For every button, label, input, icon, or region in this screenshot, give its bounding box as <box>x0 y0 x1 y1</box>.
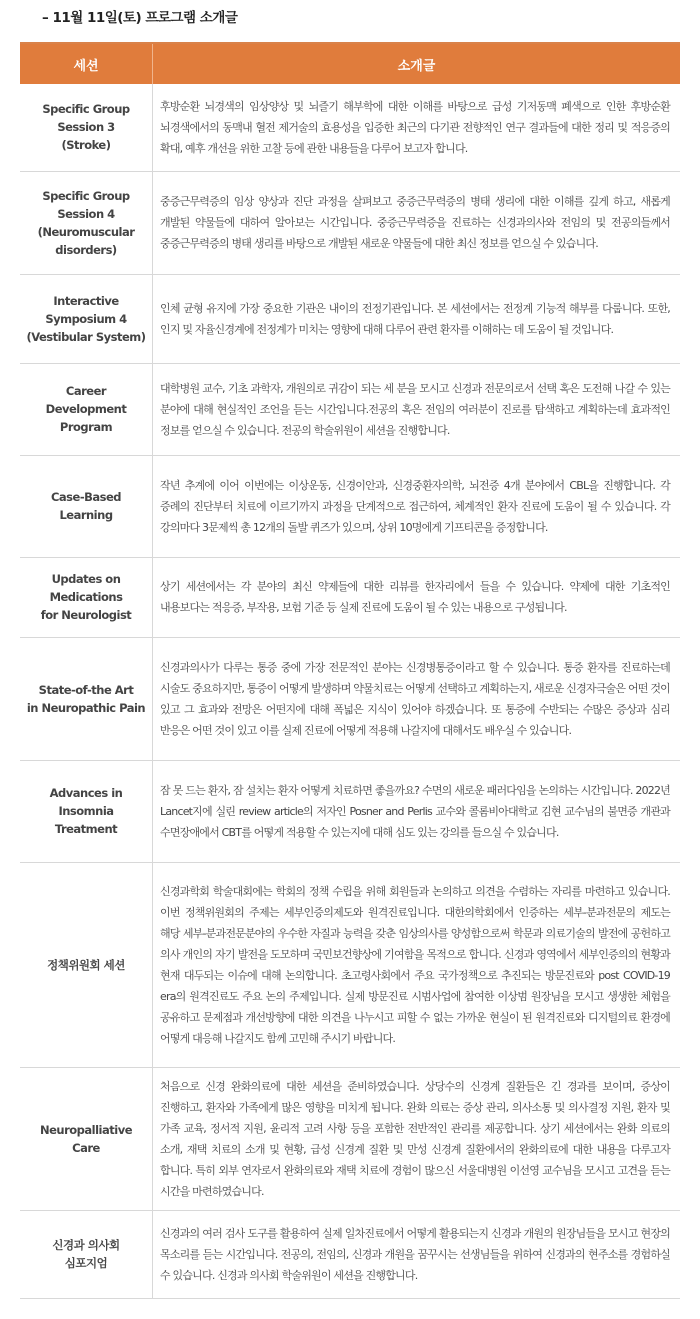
session-description: 잠 못 드는 환자, 잠 설치는 환자 어떻게 치료하면 좋을까요? 수면의 새로운 패러다임을 논의하는 시간입니다. 2022년 Lancet지에 실린 review article의 저자인 Posner and Perlis 교수와 콜롬비아대학교 김현 교수님의 불면증 개관과 수면장애에서 CBT를 어떻게 적용할 수 있는지에 대해 심도 있는 강의를 들으실 수 있습니다. <box>153 760 681 862</box>
session-name: 신경과 의사회 심포지엄 <box>20 1210 153 1298</box>
session-description: 신경과의사가 다루는 통증 중에 가장 전문적인 분야는 신경병통증이라고 할 수 있습니다. 통증 환자를 진료하는데 시술도 중요하지만, 통증이 어떻게 발생하며 약물치료는 어떻게 선택하고 계획하는지, 새로운 신경자극술은 어떤 것이 있고 그 효과와 전망은 어떤지에 대해 폭넓은 지식이 있어야 하겠습니다. 또 통증에 수반되는 수많은 증상과 심리 반응은 어떤 것이 있고 이를 실제 진료에 어떻게 적용해 나갈지에 대해서도 배우실 수 있습니다. <box>153 637 681 760</box>
session-name: Specific Group Session 4 (Neuromuscular disorders) <box>20 171 153 274</box>
session-description: 상기 세션에서는 각 분야의 최신 약제들에 대한 리뷰를 한자리에서 들을 수 있습니다. 약제에 대한 기초적인 내용보다는 적응증, 부작용, 보험 기준 등 실제 진료에 도움이 될 수 있는 내용으로 구성됩니다. <box>153 557 681 637</box>
session-description: 후방순환 뇌경색의 임상양상 및 뇌즐기 해부학에 대한 이해를 바탕으로 급성 기저동맥 폐색으로 인한 후방순환 뇌경색에서의 동맥내 혈전 제거술의 효용성을 입증한 최근의 다기관 전향적인 연구 결과들에 대한 정리 및 적응증의 확대, 예후 개선을 위한 고찰 등에 관한 내용들을 다루어 보고자 합니다. <box>153 84 681 171</box>
table-row <box>20 862 680 1067</box>
session-name: Updates on Medications for Neurologist <box>20 557 153 637</box>
table-row <box>20 1067 680 1210</box>
table-row <box>20 1210 680 1298</box>
header-intro: 소개글 <box>153 43 681 84</box>
table-row <box>20 363 680 455</box>
session-description: 대학병원 교수, 기초 과학자, 개원의로 귀감이 되는 세 분을 모시고 신경과 전문의로서 선택 혹은 도전해 나갈 수 있는 분야에 대해 현실적인 조언을 듣는 시간입니다.전공의 혹은 전임의 여러분이 진로를 탐색하고 계획하는데 효과적인 정보를 얻으실 수 있습니다. 전공의 학술위원이 세션을 진행합니다. <box>153 363 681 455</box>
table-header-row <box>20 43 680 84</box>
session-name: Interactive Symposium 4 (Vestibular System) <box>20 274 153 363</box>
table-row <box>20 760 680 862</box>
table-row <box>20 171 680 274</box>
session-description: 중증근무력증의 임상 양상과 진단 과정을 살펴보고 중증근무력증의 병태 생리에 대한 이해를 깊게 하고, 새롭게 개발된 약물들에 대하여 알아보는 시간입니다. 중증근무력증을 진료하는 신경과의사와 전임의 및 전공의들께서 중증근무력증의 병태 생리를 바탕으로 개발된 새로운 약물들에 대한 최신 정보를 얻으실 수 있습니다. <box>153 171 681 274</box>
session-description: 신경과학회 학술대회에는 학회의 정책 수립을 위해 회원들과 논의하고 의견을 수렴하는 자리를 마련하고 있습니다. 이번 정책위원회의 주제는 세부인증의제도와 원격진료입니다. 대한의학회에서 인증하는 세부-분과전문의 제도는 해당 세부-분과전문분야의 우수한 자질과 능력을 갖춘 임상의사를 양성함으로써 학문과 의료기술의 발전에 공헌하고 의사 개인의 자기 발전을 도모하며 국민보건향상에 기여함을 목적으로 합니다. 신경과 영역에서 세부인증의의 현황과 현재 대두되는 이슈에 대해 논의합니다. 초고령사회에서 주요 국가정책으로 추진되는 방문진료와 post COVID-19 era의 원격진료도 주요 논의 주제입니다. 실제 방문진료 시범사업에 참여한 이상범 원장님을 모시고 생생한 체험을 공유하고 문제점과 개선방향에 대한 의견을 나누시고 피할 수 없는 가까운 현실이 된 원격진료와 디지털의료 환경에 어떻게 대응해 나갈지도 함께 고민해 주시기 바랍니다. <box>153 862 681 1067</box>
session-name: Case-Based Learning <box>20 455 153 557</box>
program-table <box>20 42 680 1299</box>
session-description: 신경과의 여러 검사 도구를 활용하여 실제 일차진료에서 어떻게 활용되는지 신경과 개원의 원장님들을 모시고 현장의 목소리를 듣는 시간입니다. 전공의, 전임의, 신경과 개원을 꿈꾸시는 선생님들을 위하여 신경과의 현주소를 경험하실 수 있습니다. 신경과 의사회 학술위원이 세션을 진행합니다. <box>153 1210 681 1298</box>
session-description: 처음으로 신경 완화의료에 대한 세션을 준비하였습니다. 상당수의 신경계 질환들은 긴 경과를 보이며, 증상이 진행하고, 환자와 가족에게 많은 영향을 미치게 됩니다. 완화 의료는 증상 관리, 의사소통 및 의사결정 지원, 환자 및 가족 교육, 정서적 지원, 윤리적 고려 사항 등을 포함한 전반적인 관리를 제공합니다. 상기 세션에서는 완화 의료의 소개, 재택 치료의 소개 및 현황, 급성 신경계 질환 및 만성 신경계 질환에서의 완화의료에 대한 내용을 다루고자 합니다. 특히 외부 연자로서 완화의료와 재택 치료에 경험이 많으신 서울대병원 이선영 교수님을 모시고 고견을 듣는 시간을 마련하였습니다. <box>153 1067 681 1210</box>
header-session: 세션 <box>20 43 153 84</box>
session-name: Neuropalliative Care <box>20 1067 153 1210</box>
session-description: 작년 추계에 이어 이번에는 이상운동, 신경이안과, 신경중환자의학, 뇌전증 4개 분야에서 CBL을 진행합니다. 각 증례의 진단부터 치료에 이르기까지 과정을 단계적으로 접근하여, 체계적인 환자 진료에 도움이 될 수 있습니다. 각 강의마다 3문제씩 총 12개의 돌발 퀴즈가 있으며, 상위 10명에게 기프티콘을 증정합니다. <box>153 455 681 557</box>
session-name: Advances in Insomnia Treatment <box>20 760 153 862</box>
table-row <box>20 637 680 760</box>
table-row <box>20 274 680 363</box>
table-row <box>20 557 680 637</box>
table-row <box>20 455 680 557</box>
session-name: 정책위원회 세션 <box>20 862 153 1067</box>
session-name: Specific Group Session 3 (Stroke) <box>20 84 153 171</box>
page-title: – 11월 11일(토) 프로그램 소개글 <box>42 10 238 26</box>
session-description: 인체 균형 유지에 가장 중요한 기관은 내이의 전정기관입니다. 본 세션에서는 전정계 기능적 해부를 다룹니다. 또한, 인지 및 자율신경계에 전정계가 미치는 영향에 대해 다루어 관련 환자를 이해하는 데 도움이 될 것입니다. <box>153 274 681 363</box>
session-name: Career Development Program <box>20 363 153 455</box>
table-row <box>20 84 680 171</box>
session-name: State-of-the Art in Neuropathic Pain <box>20 637 153 760</box>
